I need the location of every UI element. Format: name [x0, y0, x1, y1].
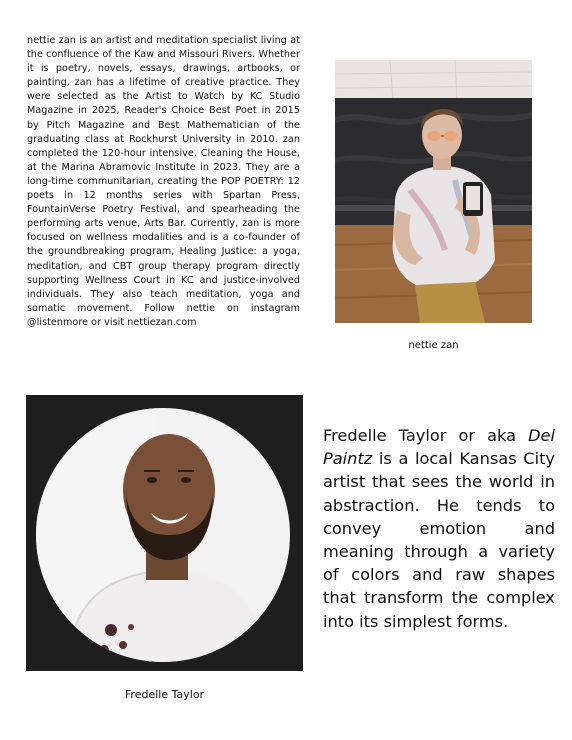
- fredelle-taylor-bio: [323, 424, 555, 633]
- bio2-text-after: is a local Kansas City artist that sees the world in abstraction. He tends to convey emotion and meaning through a variety of colors and raw shapes that transform the complex into its simplest forms.: [323, 449, 555, 631]
- fredelle-taylor-photo: [26, 395, 303, 671]
- bio2-artist-alias: Del Paintz: [323, 426, 555, 469]
- fredelle-taylor-caption: Fredelle Taylor: [124, 688, 205, 701]
- fredelle-taylor-portrait-illustration: [26, 395, 303, 671]
- nettie-zan-photo: [335, 60, 532, 323]
- bio2-text-before: Fredelle Taylor or aka: [323, 426, 529, 445]
- nettie-zan-portrait-illustration: [335, 60, 532, 323]
- nettie-zan-bio: nettie zan is an artist and meditation specialist living at the confluence of the Kaw and Missouri Rivers. Whether it is poetry, novels, essays, drawings, artbooks, or painting, zan has a lifetime of creative practice. They were selected as the Artist to Watch by KC Studio Magazine in 2025, Reader's Choice Best Poet in 2015 by Pitch Magazine and Best Mathematician of the graduating class at Rockhurst University in 2010. zan completed the 120-hour intensive, Cleaning the House, at the Marina Abramovic Institute in 2023. They are a long-time communitarian, creating the POP POETRY: 12 poets in 12 months series with Spartan Press, FountainVerse Poetry Festival, and spearheading the performing arts venue, Arts Bar. Currently, zan is more focused on wellness modalities and is a co-founder of the groundbreaking program, Healing Justice: a yoga, meditation, and CBT group therapy program directly supporting Wellness Court in KC and justice-involved individuals. They also teach meditation, yoga and somatic movement. Follow nettie on instagram @listenmore or visit nettiezan.com: [27, 35, 300, 328]
- nettie-zan-caption: nettie zan: [408, 340, 459, 351]
